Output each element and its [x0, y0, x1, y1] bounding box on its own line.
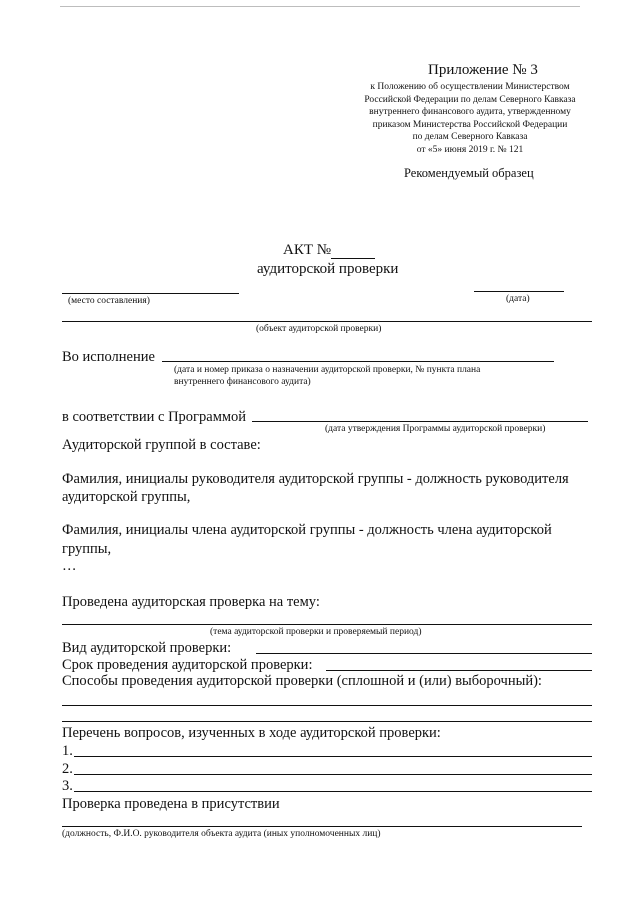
- presence-caption: (должность, Ф.И.О. руководителя объекта аудита (иных уполномоченных лиц): [62, 829, 381, 839]
- questions-label: Перечень вопросов, изученных в ходе аудиторской проверки:: [62, 725, 441, 741]
- act-number-line: [331, 258, 375, 259]
- term-label: Срок проведения аудиторской проверки:: [62, 657, 313, 673]
- date-caption: (дата): [506, 294, 530, 304]
- leader-text: Фамилия, инициалы руководителя аудиторской группы - должность руководителя: [62, 471, 569, 487]
- leader-text: аудиторской группы,: [62, 489, 191, 505]
- term-line: [326, 670, 592, 671]
- program-label: в соответствии с Программой: [62, 409, 247, 425]
- methods-line: [62, 705, 592, 706]
- group-label: Аудиторской группой в составе:: [62, 437, 261, 453]
- appendix-line: к Положению об осуществлении Министерством: [370, 82, 570, 92]
- appendix-line: по делам Северного Кавказа: [412, 132, 528, 142]
- scan-edge-line: [60, 6, 580, 7]
- date-line: [474, 291, 564, 292]
- question-item: 1.: [62, 743, 73, 759]
- topic-line: [62, 624, 592, 625]
- execution-caption: внутреннего финансового аудита): [174, 377, 311, 387]
- ellipsis: …: [62, 558, 77, 574]
- type-label: Вид аудиторской проверки:: [62, 640, 232, 656]
- execution-label: Во исполнение: [62, 349, 155, 365]
- methods-label: Способы проведения аудиторской проверки (сплошной и (или) выборочный):: [62, 673, 542, 689]
- place-line: [62, 293, 239, 294]
- appendix-title: Приложение № 3: [428, 62, 538, 78]
- program-line: [252, 421, 588, 422]
- topic-caption: (тема аудиторской проверки и проверяемый период): [210, 627, 422, 637]
- place-caption: (место составления): [68, 296, 150, 306]
- type-line: [256, 653, 592, 654]
- presence-label: Проверка проведена в присутствии: [62, 796, 280, 812]
- object-line: [62, 321, 592, 322]
- act-title: АКТ №: [283, 242, 332, 258]
- question-item: 2.: [62, 761, 73, 777]
- member-text: группы,: [62, 541, 112, 557]
- member-text: Фамилия, инициалы члена аудиторской группы - должность члена аудиторской: [62, 522, 552, 538]
- execution-caption: (дата и номер приказа о назначении аудиторской проверки, № пункта плана: [174, 365, 481, 375]
- topic-label: Проведена аудиторская проверка на тему:: [62, 594, 320, 610]
- question-line: [74, 774, 592, 775]
- question-line: [74, 791, 592, 792]
- presence-line: [62, 826, 582, 827]
- question-line: [74, 756, 592, 757]
- question-item: 3.: [62, 778, 73, 794]
- appendix-line: приказом Министерства Российской Федерации: [372, 119, 568, 130]
- methods-line: [62, 721, 592, 722]
- program-caption: (дата утверждения Программы аудиторской проверки): [325, 424, 546, 434]
- appendix-line: внутреннего финансового аудита, утвержденному: [369, 107, 571, 117]
- sample-note: Рекомендуемый образец: [404, 166, 534, 180]
- object-caption: (объект аудиторской проверки): [256, 324, 382, 334]
- act-subtitle: аудиторской проверки: [257, 261, 399, 277]
- appendix-text: [330, 81, 610, 156]
- execution-line: [162, 361, 554, 362]
- appendix-line: Российской Федерации по делам Северного Кавказа: [364, 94, 576, 105]
- appendix-line: от «5» июня 2019 г. № 121: [416, 144, 524, 155]
